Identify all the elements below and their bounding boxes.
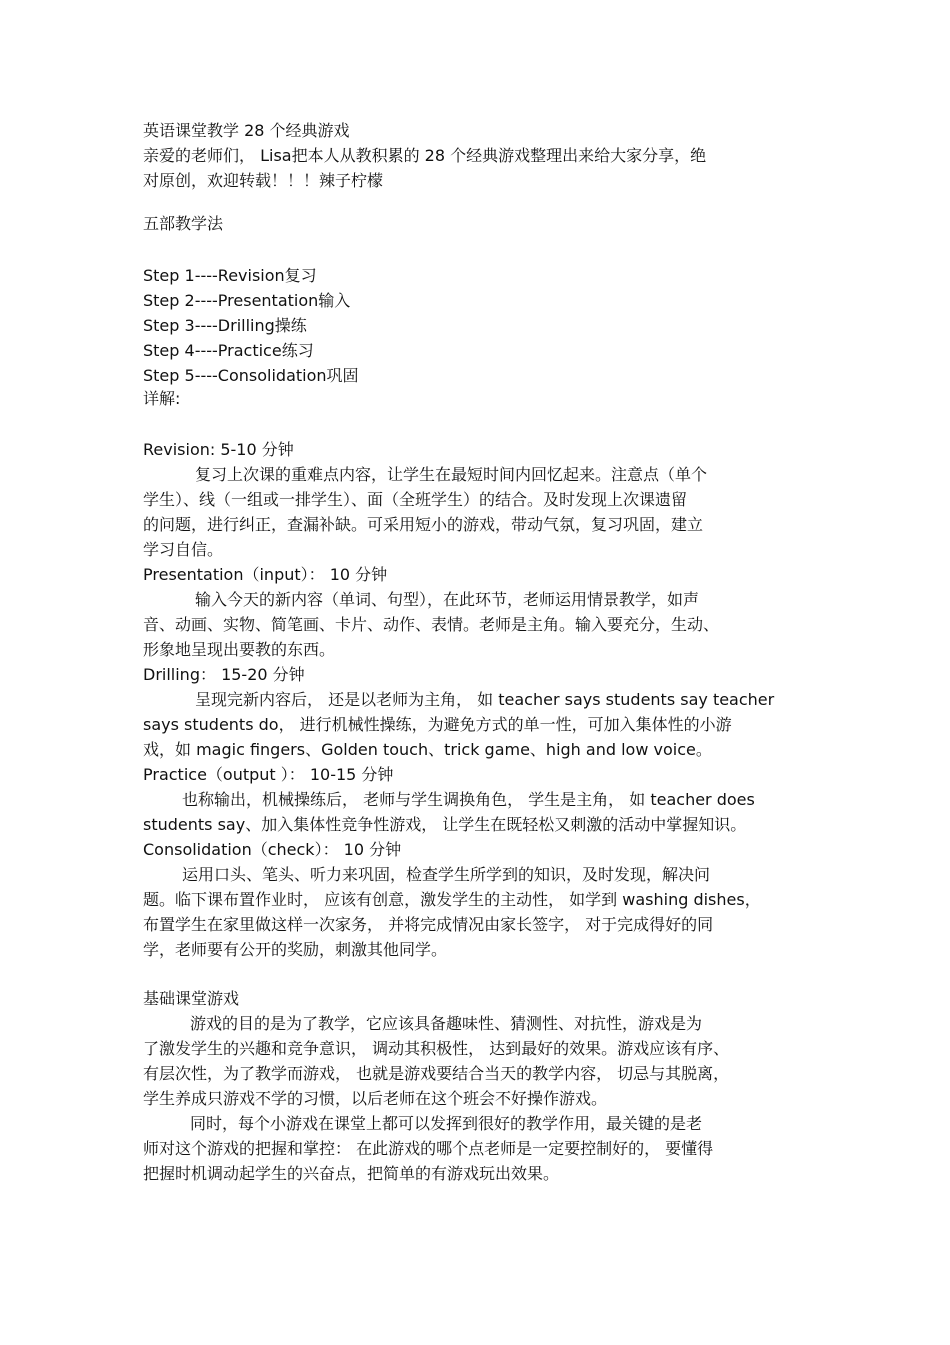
intro-line: 亲爱的老师们， Lisa把本人从教积累的 28 个经典游戏整理出来给大家分享，绝: [143, 146, 707, 165]
step-item: Step 5----Consolidation巩固: [143, 366, 359, 385]
step-item: Step 3----Drilling操练: [143, 316, 307, 335]
consolidation-line: 运用口头、笔头、听力来巩固，检查学生所学到的知识，及时发现，解决问: [182, 865, 711, 884]
games-paragraph-line: 把握时机调动起学生的兴奋点，把简单的有游戏玩出效果。: [143, 1164, 560, 1183]
step-item: Step 2----Presentation输入: [143, 291, 351, 310]
detail-label: 详解:: [143, 389, 181, 408]
games-paragraph-line: 师对这个游戏的把握和掌控： 在此游戏的哪个点老师是一定要控制好的， 要懂得: [143, 1139, 714, 1158]
consolidation-line: 学，老师要有公开的奖励，刺激其他同学。: [143, 940, 448, 959]
games-paragraph-line: 游戏的目的是为了教学，它应该具备趣味性、猜测性、对抗性，游戏是为: [190, 1014, 703, 1033]
games-paragraph-line: 有层次性，为了教学而游戏， 也就是游戏要结合当天的教学内容， 切忌与其脱离，: [143, 1064, 730, 1083]
consolidation-line: 布置学生在家里做这样一次家务， 并将完成情况由家长签字， 对于完成得好的同: [143, 915, 714, 934]
consolidation-line: 题。临下课布置作业时， 应该有创意，激发学生的主动性， 如学到 washing dishes，: [143, 890, 761, 909]
drilling-line: 呈现完新内容后， 还是以老师为主角， 如 teacher says students say teacher: [195, 690, 775, 709]
revision-line: 复习上次课的重难点内容，让学生在最短时间内回忆起来。注意点（单个: [195, 465, 708, 484]
step-item: Step 1----Revision复习: [143, 266, 317, 285]
practice-heading: Practice（output ）： 10-15 分钟: [143, 765, 394, 784]
drilling-line: 戏，如 magic fingers、Golden touch、trick game、high and low voice。: [143, 740, 712, 759]
presentation-line: 形象地呈现出要教的东西。: [143, 640, 336, 659]
games-paragraph-line: 同时，每个小游戏在课堂上都可以发挥到很好的教学作用，最关键的是老: [190, 1114, 703, 1133]
doc-title: 英语课堂教学 28 个经典游戏: [143, 121, 350, 140]
presentation-line: 输入今天的新内容（单词、句型），在此环节，老师运用情景教学，如声: [195, 590, 700, 609]
drilling-heading: Drilling： 15-20 分钟: [143, 665, 305, 684]
practice-line: 也称输出，机械操练后， 老师与学生调换角色， 学生是主角， 如 teacher does: [182, 790, 755, 809]
games-paragraph-line: 了激发学生的兴趣和竞争意识， 调动其积极性， 达到最好的效果。游戏应该有序、: [143, 1039, 730, 1058]
consolidation-heading: Consolidation（check）： 10 分钟: [143, 840, 402, 859]
games-paragraph-line: 学生养成只游戏不学的习惯，以后老师在这个班会不好操作游戏。: [143, 1089, 608, 1108]
intro-line: 对原创，欢迎转载！！！辣子柠檬: [143, 171, 384, 190]
revision-line: 学生）、线（一组或一排学生）、面（全班学生）的结合。及时发现上次课遗留: [143, 490, 688, 509]
presentation-heading: Presentation（input）： 10 分钟: [143, 565, 388, 584]
games-heading: 基础课堂游戏: [143, 989, 240, 1008]
presentation-line: 音、动画、实物、简笔画、卡片、动作、表情。老师是主角。输入要充分，生动、: [143, 615, 720, 634]
revision-line: 的问题，进行纠正，查漏补缺。可采用短小的游戏，带动气氛，复习巩固，建立: [143, 515, 704, 534]
step-item: Step 4----Practice练习: [143, 341, 314, 360]
revision-heading: Revision: 5-10 分钟: [143, 440, 294, 459]
practice-line: students say、加入集体性竞争性游戏， 让学生在既轻松又刺激的活动中掌握知识。: [143, 815, 747, 834]
drilling-line: says students do， 进行机械性操练，为避免方式的单一性，可加入集体性的小游: [143, 715, 732, 734]
revision-line: 学习自信。: [143, 540, 224, 559]
method-heading: 五部教学法: [143, 214, 224, 233]
